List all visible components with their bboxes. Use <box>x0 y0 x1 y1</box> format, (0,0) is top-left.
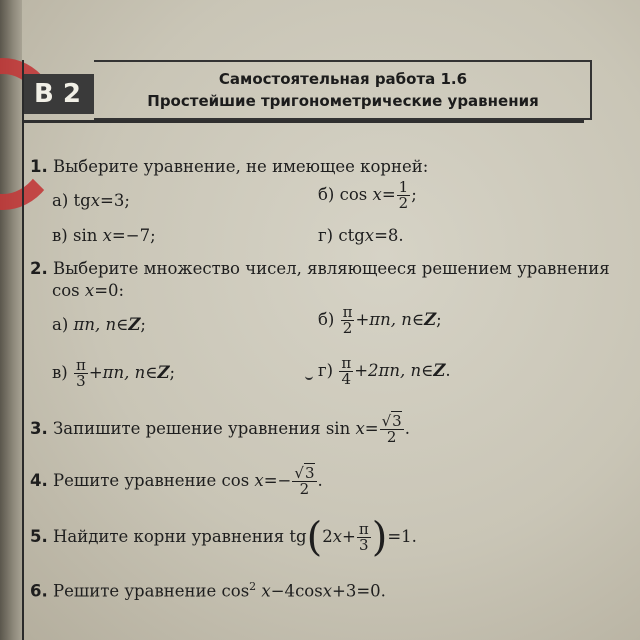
question-3-text: Запишите решение уравнения <box>53 419 321 438</box>
variant-badge: В 2 <box>24 74 94 114</box>
q3-numerator: √3 <box>381 412 402 430</box>
q2-c-fraction <box>74 358 88 389</box>
q2-eq-rest: =0: <box>94 281 125 300</box>
q4-denominator: 2 <box>299 480 310 498</box>
q2-b-denominator: 2 <box>342 319 353 337</box>
q2-a-set: Z <box>128 315 141 334</box>
q3-eq: = <box>364 419 379 438</box>
q6-expr3: cos <box>295 581 323 601</box>
q3-end: . <box>404 419 410 438</box>
q1-a-rest: =3; <box>100 191 130 210</box>
work-subtitle: Простейшие тригонометрические уравнения <box>147 92 539 110</box>
q1-option-d: г) ctgx=8. <box>318 226 404 245</box>
q1-option-a: а) tgx=3; <box>52 191 130 210</box>
q2-d-end: . <box>445 361 451 380</box>
question-1-number: 1. <box>30 157 48 176</box>
header-box <box>94 60 592 120</box>
q2-b-fraction <box>341 305 355 336</box>
q3-fraction <box>380 414 404 445</box>
q5-right-paren: ) <box>371 514 388 561</box>
q4-end: . <box>317 471 323 490</box>
q5-arg-plus: + <box>342 527 356 546</box>
q4-numerator: √3 <box>294 464 315 482</box>
question-4-text: Решите уравнение <box>53 471 217 490</box>
q1-b-numerator: 1 <box>398 178 409 196</box>
work-title: Самостоятельная работа 1.6 <box>218 70 468 88</box>
question-5: 5. Найдите корни уравнения tg(2x+ $\frac{\pi}{3}$ )=1. <box>30 514 417 561</box>
q2-b-label: б) <box>318 310 335 329</box>
q2-equation: cos x=0: <box>52 281 125 300</box>
q1-option-b: б) cos x= $\frac{1}{2}$ ; <box>318 178 417 212</box>
q2-b-end: ; <box>436 310 442 329</box>
question-4: 4. Решите уравнение cos x=− $\frac{√3}{2}$ . <box>30 464 323 498</box>
q1-c-func: sin <box>72 226 98 245</box>
question-3: 3. Запишите решение уравнения sin x= $\frac{√3}{2}$ . <box>30 412 410 446</box>
question-2-number: 2. <box>30 259 48 278</box>
q4-fraction <box>292 466 316 497</box>
q2-b-set: Z <box>424 310 437 329</box>
q2-d-text: +2πn, n∈ <box>354 361 434 380</box>
q2-c-numerator: π <box>75 356 86 374</box>
q6-expr1: cos <box>221 581 250 601</box>
q2-d-numerator: π <box>341 354 352 372</box>
question-6-text: Решите уравнение <box>53 581 217 601</box>
q1-c-label: в) <box>52 226 68 245</box>
q4-eq: =− <box>263 471 292 490</box>
q2-a-text: πn, n∈ <box>73 315 129 334</box>
q2-b-numerator: π <box>342 303 353 321</box>
q2-d-set: Z <box>433 361 446 380</box>
q1-b-func: cos <box>339 185 368 204</box>
q2-c-set: Z <box>157 363 170 382</box>
q1-b-end: ; <box>411 185 417 204</box>
pencil-tick <box>305 374 313 380</box>
q2-option-d <box>318 356 451 387</box>
q5-left-paren: ( <box>306 514 323 561</box>
q2-option-b <box>318 305 442 336</box>
q2-c-text: +πn, n∈ <box>88 363 158 382</box>
q2-d-label: г) <box>318 361 334 380</box>
q1-d-label: г) <box>318 226 334 245</box>
q5-func: tg <box>289 527 307 546</box>
q2-d-denominator: 4 <box>341 370 352 388</box>
q2-d-fraction <box>339 356 353 387</box>
q3-sqrt-value: 3 <box>392 412 402 430</box>
question-1-text: Выберите уравнение, не имеющее корней: <box>53 157 429 176</box>
q5-arg-left: 2 <box>322 527 333 546</box>
q2-c-end: ; <box>169 363 176 382</box>
q5-denominator: 3 <box>359 536 369 554</box>
margin-line <box>22 60 24 640</box>
q3-func: sin <box>325 419 351 438</box>
q4-func: cos <box>221 471 250 490</box>
q2-b-text: +πn, n∈ <box>355 310 425 329</box>
question-5-text: Найдите корни уравнения <box>53 527 285 546</box>
question-1 <box>30 157 428 176</box>
question-6-number: 6. <box>30 581 48 601</box>
header-separator <box>24 120 584 123</box>
q2-eq-func: cos <box>52 281 80 300</box>
q1-option-c: в) sin x=−7; <box>52 226 156 245</box>
q5-numerator: π <box>358 520 369 538</box>
question-3-number: 3. <box>30 419 48 438</box>
q1-b-denominator: 2 <box>398 194 409 212</box>
q1-a-func: tg <box>73 191 91 210</box>
q1-b-eq: = <box>381 185 396 204</box>
question-4-number: 4. <box>30 471 48 490</box>
q2-a-end: ; <box>140 315 146 334</box>
q4-sqrt-value: 3 <box>304 464 315 482</box>
q2-c-label: в) <box>52 363 68 382</box>
q3-denominator: 2 <box>386 428 397 446</box>
q1-b-fraction <box>397 180 411 211</box>
q1-d-func: ctg <box>338 226 365 245</box>
q6-expr4: +3=0. <box>332 581 386 601</box>
question-5-number: 5. <box>30 527 48 546</box>
question-2 <box>30 259 610 278</box>
q2-c-denominator: 3 <box>76 372 86 390</box>
q6-exponent: 2 <box>249 580 257 593</box>
q5-fraction <box>357 522 371 553</box>
q1-a-label: а) <box>52 191 69 210</box>
q2-a-label: а) <box>52 315 69 334</box>
q6-expr2: −4 <box>270 581 296 601</box>
q1-d-rest: =8. <box>374 226 404 245</box>
question-6: 6. Решите уравнение $\cos^2 x-4\cos x+3=0$. <box>30 580 386 601</box>
q2-option-c <box>52 358 175 389</box>
q1-c-rest: =−7; <box>111 226 156 245</box>
question-2-text: Выберите множество чисел, являющееся решением уравнения <box>53 259 610 278</box>
q5-end: =1. <box>387 527 417 546</box>
worksheet-page <box>22 0 640 640</box>
q1-b-label: б) <box>318 185 335 204</box>
q2-option-a <box>52 315 146 334</box>
